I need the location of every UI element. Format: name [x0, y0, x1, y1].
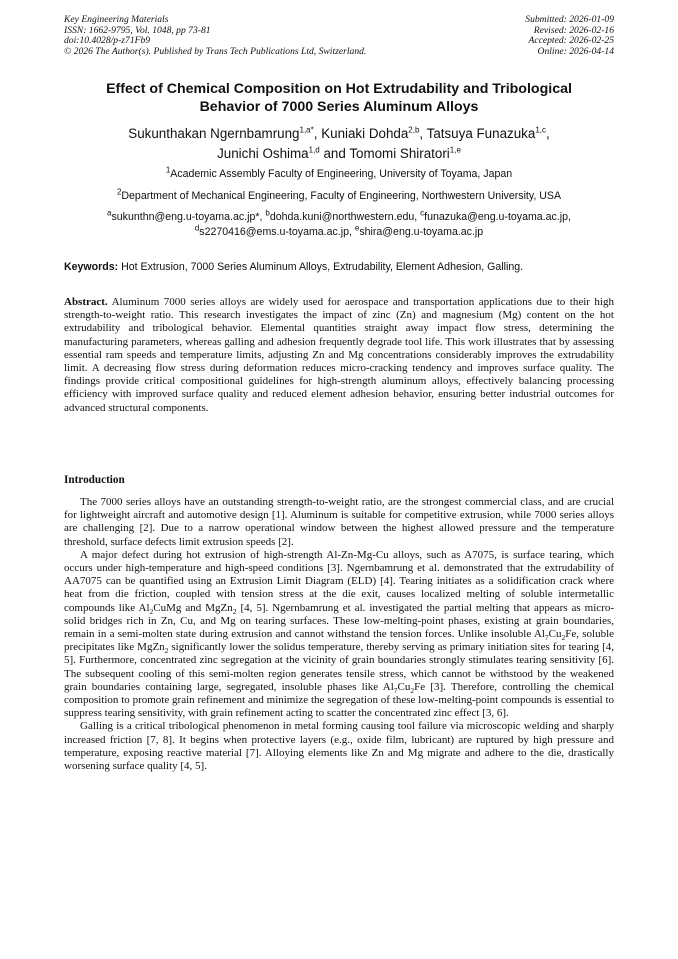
- subscript: 2: [149, 606, 154, 616]
- email-link[interactable]: dohda.kuni@northwestern.edu: [269, 211, 415, 223]
- dates-header: [525, 15, 614, 57]
- author-affiliation-mark: 1,c: [535, 125, 546, 135]
- copyright-line: © 2026 The Author(s). Published by Trans Tech Publications Ltd, Switzerland.: [64, 45, 367, 57]
- text-run: Fe, soluble precipitates like MgZn: [64, 628, 615, 654]
- journal-doi[interactable]: doi:10.4028/p-z71Fb9: [64, 35, 151, 46]
- journal-header: [64, 15, 366, 57]
- online-date: Online: 2026-04-14: [537, 45, 614, 57]
- author-affiliation-mark: 2,b: [408, 125, 420, 135]
- author-name: Sukunthakan Ngernbamrung: [128, 126, 300, 141]
- intro-paragraph-1: The 7000 series alloys have an outstanding strength-to-weight ratio, are the strongest commercial class, and are crucial for lightweight aircraft and automotive design [1]. Aluminum is suitable for competitive extrusion, while 7000 series alloys are challenging [2]. Due to a narrow operational window between the highest allowed pressure and the temperature threshold, surface defects limit extrusion speeds [2].: [64, 496, 614, 548]
- text-run: [4, 5]. Ngernbamrung et al. investigated the partial melting that appears as micro-solid bridges rich in Zn, Cu, and Mg on tearing surfaces. These low-melting-point phases, existing at grain boundaries, remain in a semi-molten state during extrusion and cannot withstand the tension forces. Unlike insoluble Al: [64, 601, 614, 641]
- section-heading-introduction: Introduction: [64, 474, 125, 486]
- author-affiliation-mark: 1,d: [308, 145, 320, 155]
- email-mark: e: [354, 223, 360, 233]
- affiliation-mark: 1: [165, 165, 171, 175]
- subscript: 7: [393, 686, 398, 696]
- author-list: Sukunthakan Ngernbamrung$^{1,a*}$, Kuniaki Dohda$^{2,b}$, Tatsuya Funazuka$^{1,c}$, Junichi Oshima$^{1,d}$ and Tomomi Shiratori$^{1,e}$: [128, 125, 550, 161]
- journal-issn: ISSN: 1662-9795, Vol. 1048, pp 73-81: [64, 24, 211, 36]
- email-link[interactable]: sukunthn@eng.u-toyama.ac.jp*: [111, 211, 260, 223]
- email-link[interactable]: shira@eng.u-toyama.ac.jp: [359, 226, 484, 238]
- email-mark: b: [265, 208, 270, 218]
- subscript: 2: [232, 606, 237, 616]
- text-run: Cu: [397, 680, 411, 693]
- text-run: significantly lower the solidus temperature, thereby serving as primary initiation sites for tearing [4, 5]. Furthermore, concentrated zinc segregation at the vicinity of grain boundaries strongly stimulates tearing sensitivity [6]. The subsequent cooling of this semi-molten region generates tensile stress, which cannot be withstood by the weakened grain boundaries containing large, segregated, insoluble phases like Al: [64, 641, 615, 693]
- subscript: 7: [544, 633, 549, 643]
- keywords: [64, 260, 624, 274]
- journal-name: Key Engineering Materials: [64, 14, 169, 25]
- keywords-label: Keywords:: [64, 261, 119, 273]
- title-line-1: Effect of Chemical Composition on Hot Extrudability and Tribological: [106, 81, 572, 97]
- abstract-text: Aluminum 7000 series alloys are widely used for aerospace and transportation applications due to their high strength-to-weight ratio. This research investigates the impact of zinc (Zn) and magnesium (Mg) content on the hot extrudability and tribological behavior. Elemental quantities straight away impact flow stress, determining the manufacturing parameters, whereas galling and adhesion frequently degrade tool life. This work illustrates that by assessing essential ram speeds and temperature limits, adjusting Zn and Mg concentrations considerably improves the extrudability limit. A decreasing flow stress during deformation reduces micro-cracking tendency and improves surface quality. The findings provide critical compositional guidelines for high-strength aluminum alloys, effectively balancing processing efficiency with improved surface quality and reduced element adhesion behavior, ensuring better industrial outcomes for advanced structural components.: [64, 296, 614, 414]
- email-link[interactable]: funazuka@eng.u-toyama.ac.jp: [424, 211, 569, 223]
- email-list: $^a$sukunthn@eng.u-toyama.ac.jp*, $^b$dohda.kuni@northwestern.edu, $^c$funazuka@eng.u-toyama.ac.jp, $^d$s2270416@ems.u-toyama.ac.jp, $^e$shira@eng.u-toyama.ac.jp: [107, 208, 571, 238]
- text-run: CuMg and MgZn: [153, 601, 233, 614]
- author-name: Kuniaki Dohda: [321, 126, 409, 141]
- text-run: Cu: [548, 628, 562, 641]
- title-line-2: Behavior of 7000 Series Aluminum Alloys: [199, 98, 479, 115]
- abstract: [64, 296, 614, 415]
- author-name: Tatsuya Funazuka: [426, 126, 536, 141]
- intro-paragraph-2: [64, 549, 614, 721]
- paper-title: [40, 81, 638, 116]
- introduction-body: [64, 496, 614, 773]
- affiliation-text: Department of Mechanical Engineering, Faculty of Engineering, Northwestern University, USA: [121, 190, 562, 202]
- intro-paragraph-3: Galling is a critical tribological phenomenon in metal forming causing tool failure via microscopic welding and sharply increased friction [7, 8]. It begins when protective layers (e.g., oxide film, lubricant) are ruptured by high pressure and temperature, exposing reactive material [7]. Alloying elements like Zn and Mg migrate and adhere to the die, drastically worsening surface quality [4, 5].: [64, 720, 614, 773]
- subscript: 2: [410, 686, 415, 696]
- author-name: Junichi Oshima: [217, 145, 309, 161]
- submitted-date: Submitted: 2026-01-09: [525, 14, 614, 25]
- revised-date: Revised: 2026-02-16: [533, 24, 614, 36]
- author-conjunction: and: [323, 145, 346, 161]
- affiliation-text: Academic Assembly Faculty of Engineering, University of Toyama, Japan: [170, 168, 513, 180]
- email-mark: c: [420, 208, 425, 218]
- affiliation-2: [30, 189, 648, 203]
- email-mark: a: [107, 208, 112, 218]
- email-link[interactable]: s2270416@ems.u-toyama.ac.jp: [199, 226, 349, 238]
- text-run: A major defect during hot extrusion of high-strength Al-Zn-Mg-Cu alloys, such as A7075, is surface tearing, which occurs under high-temperature and high-speed conditions [3]. Ngernbamrung et al. demonstrated that the extrudability of AA7075 can be quantified using an Extrusion Limit Diagram (ELD) [4]. Tearing initiates as a solidification crack where heat from die friction, coupled with tension stress at the die exit, causes localized melting of soluble intermetallic compounds like Al: [64, 548, 614, 614]
- email-mark: d: [194, 223, 200, 233]
- subscript: 2: [561, 633, 566, 643]
- author-affiliation-mark: 1,e: [449, 145, 461, 155]
- affiliation-mark: 2: [116, 187, 122, 197]
- author-name: Tomomi Shiratori: [349, 145, 450, 161]
- accepted-date: Accepted: 2026-02-25: [528, 35, 614, 46]
- affiliation-1: [30, 167, 648, 181]
- abstract-label: Abstract.: [64, 296, 108, 308]
- keywords-text: Hot Extrusion, 7000 Series Aluminum Alloys, Extrudability, Element Adhesion, Galling.: [121, 261, 524, 273]
- subscript: 2: [164, 646, 169, 656]
- author-affiliation-mark: 1,a*: [299, 125, 314, 135]
- text-run: Fe [3]. Therefore, controlling the chemical composition to promote grain refinement and minimize the segregation of these low-melting-point compounds is essential to suppress tearing sensitivity, with grain refinement acting to scatter the concentrated zinc effect [3, 6].: [64, 680, 614, 720]
